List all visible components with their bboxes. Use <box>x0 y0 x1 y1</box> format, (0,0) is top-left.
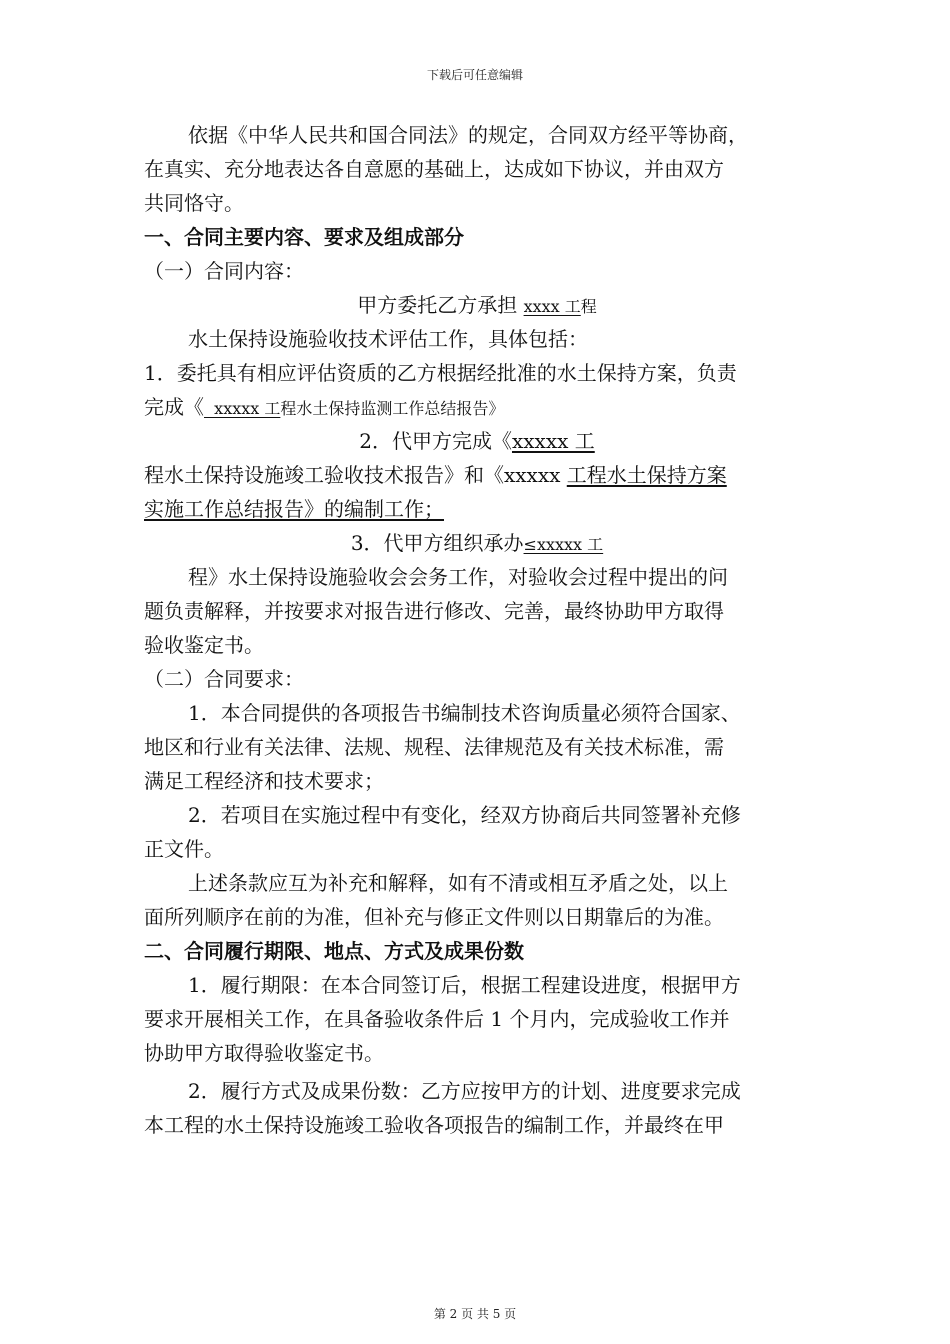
text-span: 程水土保持设施竣工验收技术报告》和《xxxxx <box>144 463 567 487</box>
requirement-line: 正文件。 <box>144 837 224 861</box>
text-span: 3．代甲方组织承办 <box>350 531 524 555</box>
content-item-line <box>144 288 810 322</box>
requirement-line: 地区和行业有关法律、法规、规程、法律规范及有关技术标准，需 <box>144 735 724 759</box>
requirement-line: 1．本合同提供的各项报告书编制技术咨询质量必须符合国家、 <box>188 701 741 725</box>
term-line: 2．履行方式及成果份数：乙方应按甲方的计划、进度要求完成 <box>188 1079 741 1103</box>
content-item-line <box>144 526 810 560</box>
page-header: 下载后可任意编辑 <box>426 68 523 82</box>
requirement-line: 面所列顺序在前的为准，但补充与修正文件则以日期靠后的为准。 <box>144 905 724 929</box>
requirement-line: 满足工程经济和技术要求； <box>144 769 384 793</box>
content-item-line <box>144 458 810 492</box>
text-span: 程 <box>580 297 597 316</box>
document-body <box>144 118 810 1142</box>
text-span: 甲方委托乙方承担 <box>357 293 524 317</box>
underlined-text: 工程水土保持方案 <box>566 463 727 487</box>
term-line: 要求开展相关工作，在具备验收条件后 1 个月内，完成验收工作并 <box>144 1007 730 1031</box>
content-item-line <box>144 390 810 424</box>
underlined-text: ≤xxxxx 工 <box>523 535 604 554</box>
underlined-text: xxxx 工 <box>523 297 581 316</box>
section-heading-2: 二、合同履行期限、地点、方式及成果份数 <box>144 939 524 963</box>
content-item-line: 题负责解释，并按要求对报告进行修改、完善，最终协助甲方取得 <box>144 599 724 623</box>
content-item-line <box>144 424 810 458</box>
content-item-line <box>144 492 810 526</box>
section-heading-1: 一、合同主要内容、要求及组成部分 <box>144 225 464 249</box>
requirement-line: 2．若项目在实施过程中有变化，经双方协商后共同签署补充修 <box>188 803 741 827</box>
underlined-text: xxxxx 工 <box>204 399 281 418</box>
text-span: 程水土保持监测工作总结报告》 <box>280 399 505 418</box>
subsection-heading-2: （二）合同要求： <box>144 667 304 691</box>
requirement-line: 上述条款应互为补充和解释，如有不清或相互矛盾之处，以上 <box>188 871 728 895</box>
content-item-line: 水土保持设施验收技术评估工作，具体包括： <box>188 327 588 351</box>
term-line: 1．履行期限：在本合同签订后，根据工程建设进度，根据甲方 <box>188 973 741 997</box>
subsection-heading-1: （一）合同内容： <box>144 259 304 283</box>
intro-line-3: 共同恪守。 <box>144 191 244 215</box>
underlined-text: 实施工作总结报告》的编制工作； <box>144 497 444 521</box>
text-span: 2．代甲方完成《 <box>359 429 512 453</box>
term-line: 本工程的水土保持设施竣工验收各项报告的编制工作，并最终在甲 <box>144 1113 724 1137</box>
intro-line-2: 在真实、充分地表达各自意愿的基础上，达成如下协议，并由双方 <box>144 157 724 181</box>
text-span: 完成《 <box>144 395 204 419</box>
intro-line-1: 依据《中华人民共和国合同法》的规定，合同双方经平等协商， <box>188 123 748 147</box>
term-line: 协助甲方取得验收鉴定书。 <box>144 1041 384 1065</box>
content-item-line: 验收鉴定书。 <box>144 633 264 657</box>
underlined-text: xxxxx 工 <box>511 429 595 453</box>
content-item-line: 1．委托具有相应评估资质的乙方根据经批准的水土保持方案，负责 <box>144 361 737 385</box>
content-item-line: 程》水土保持设施验收会会务工作，对验收会过程中提出的问 <box>188 565 728 589</box>
page-footer: 第 2 页 共 5 页 <box>433 1307 517 1321</box>
